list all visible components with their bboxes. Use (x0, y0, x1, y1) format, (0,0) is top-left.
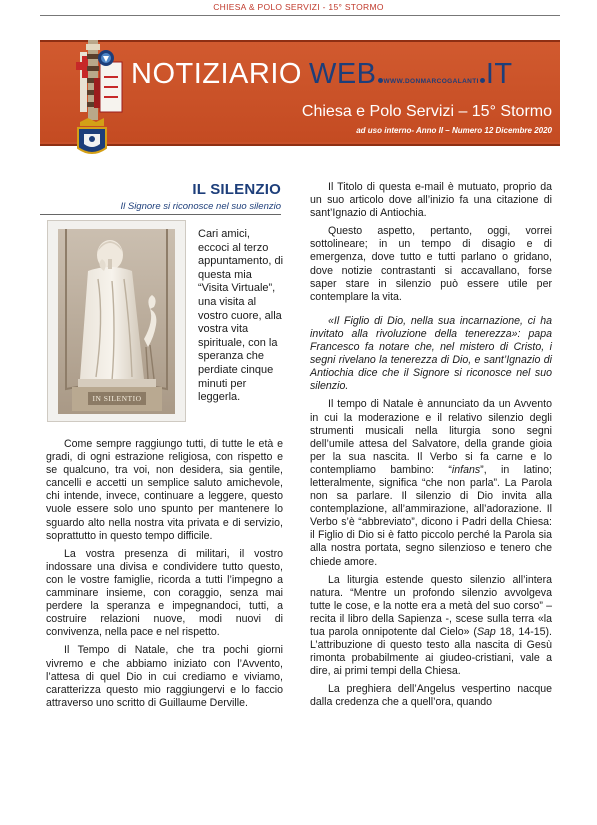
left-paragraph-1: Come sempre raggiungo tutti, di tutte le età e gradi, di ogni estrazione religiosa, con rispetto e se qualcuno, tra voi, non desidera, sia gentile, cancelli e accetti un semplice saluto amichevole, chi intende, invece, continuare a leggere, questo vuole essere solo uno spunto per mantenere lo sguardo alto nella nostra vita privata e di servizio, soprattutto in questo tempo difficile. (46, 438, 283, 542)
left-column (46, 438, 283, 710)
masthead-title-it: IT (485, 58, 513, 90)
right-paragraph-2: Questo aspetto, pertanto, oggi, vorrei sottolineare; in un tempo di disagio e di emergenza, dove tutto e tutti parlano o gridano, dove notizie contrastanti si accavallano, forse saper stare in silenzio può essere utile per contemplare la vita. (310, 225, 552, 303)
image-caption: IN SILENTIO (92, 394, 142, 403)
left-paragraph-3: Il Tempo di Natale, che tra pochi giorni vivremo e che abbiamo iniziato con l’Avvento, l’attesa di quel Dio in cui crediamo e viviamo, caratterizza questo mio raggiungervi e lo faccio attraverso uno scritto di Guillaume Derville. (46, 644, 283, 709)
emblem-logo (74, 34, 124, 162)
emblem-icon (74, 34, 124, 162)
article-figure (58, 229, 175, 414)
right-paragraph-1: Il Titolo di questa e-mail è mutuato, proprio da un suo articolo dove all’inizio fa una citazione di sant’Ignazio di Antiochia. (310, 181, 552, 220)
p4-infans: infans (451, 463, 481, 476)
right-paragraph-4 (310, 398, 552, 568)
masthead-title-dot-icon (378, 78, 383, 83)
quote-paragraph: «Il Figlio di Dio, nella sua incarnazione, ci ha invitato alla rivoluzione della tenerezza»: papa Francesco fa notare che, nel mistero di Cristo, i segni rivelano la tenerezza di Dio, e sant’Ignazio di Antiochia dice che il Signore si riconosce nel suo silenzio. (310, 314, 552, 393)
masthead-site-url: WWW.DONMARCOGALANTI (383, 78, 479, 85)
p5-text-a: La liturgia estende questo silenzio all’intera natura. “Mentre un profondo silenzio avvolgeva tutte le cose, e la notte era a metà del suo corso” – recita il libro della Sapienza -, scese sulla terra «la tua parola onnipotente dal Cielo» ( (310, 573, 552, 638)
masthead-title-notiziario: NOTIZIARIO (131, 58, 302, 90)
article-title: IL SILENZIO (192, 181, 281, 198)
p5-text-b: 18, 14-15). L’attribuzione di questo testo alla nascita di Gesù rimonta probabilmente ai giudeo-cristiani, vale a dire, ai primi tempi della Chiesa. (310, 626, 552, 678)
right-paragraph-5 (310, 574, 552, 679)
article-subtitle: Il Signore si riconosce nel suo silenzio (120, 201, 281, 212)
saint-statue-image-icon (58, 229, 175, 414)
intro-wrapped-text (198, 228, 284, 405)
article-title-rule (40, 214, 281, 215)
p4-text-b: ”, in latino; letteralmente, significa “che non parla”. La Parola non sa parlare. Il silenzio di Dio invita alla contemplazione, all’ammirazione, all’adorazione. Il Verbo s’è “abbreviato”, dicono i Padri della Chiesa: il Figlio di Dio si è fatto piccolo perché la Parola sia alla nostra portata, segno silenzioso e tenero che chiede amore. (310, 463, 552, 568)
right-column (310, 181, 552, 710)
p5-ref: Sap (476, 626, 496, 638)
right-paragraph-6: La preghiera dell’Angelus vespertino nacque dalla credenza che a quell’ora, quando (310, 683, 552, 709)
masthead-issue-line: ad uso interno- Anno II – Numero 12 Dicembre 2020 (356, 126, 552, 135)
masthead-title-web: WEB (308, 58, 377, 90)
running-head: CHIESA & POLO SERVIZI - 15° STORMO (213, 2, 384, 12)
masthead-subtitle: Chiesa e Polo Servizi – 15° Stormo (301, 103, 552, 120)
p4-text-a: Il tempo di Natale è annunciato da un Avvento in cui la moderazione e il relativo silenzio degli strumenti musicali nella liturgia sono segni dell’umile attesa del Salvatore, della grande gioia per la sua nascita. Il Verbo si fa carne e lo contempliamo bambino: “ (310, 398, 552, 476)
intro-paragraph: Cari amici, eccoci al terzo appuntamento, di questa mia “Visita Virtuale”, una visita al vostro cuore, alla vostra vita spirituale, con la speranza che perdiate cinque minuti per leggerla. (198, 228, 284, 404)
running-head-rule (40, 15, 560, 16)
left-paragraph-2: La vostra presenza di militari, il vostro indossare una divisa e condividere tutto questo, con le vostre famiglie, ricorda a tutti l’impegno a camminare insieme, con coraggio, senza mai perdere la speranza e impegnandoci, tutti, a costruire relazioni nuove, modi nuovi di convivenza, nella pace e nel rispetto. (46, 547, 283, 639)
masthead-title (131, 58, 551, 92)
masthead-title-dot-icon (480, 78, 485, 83)
